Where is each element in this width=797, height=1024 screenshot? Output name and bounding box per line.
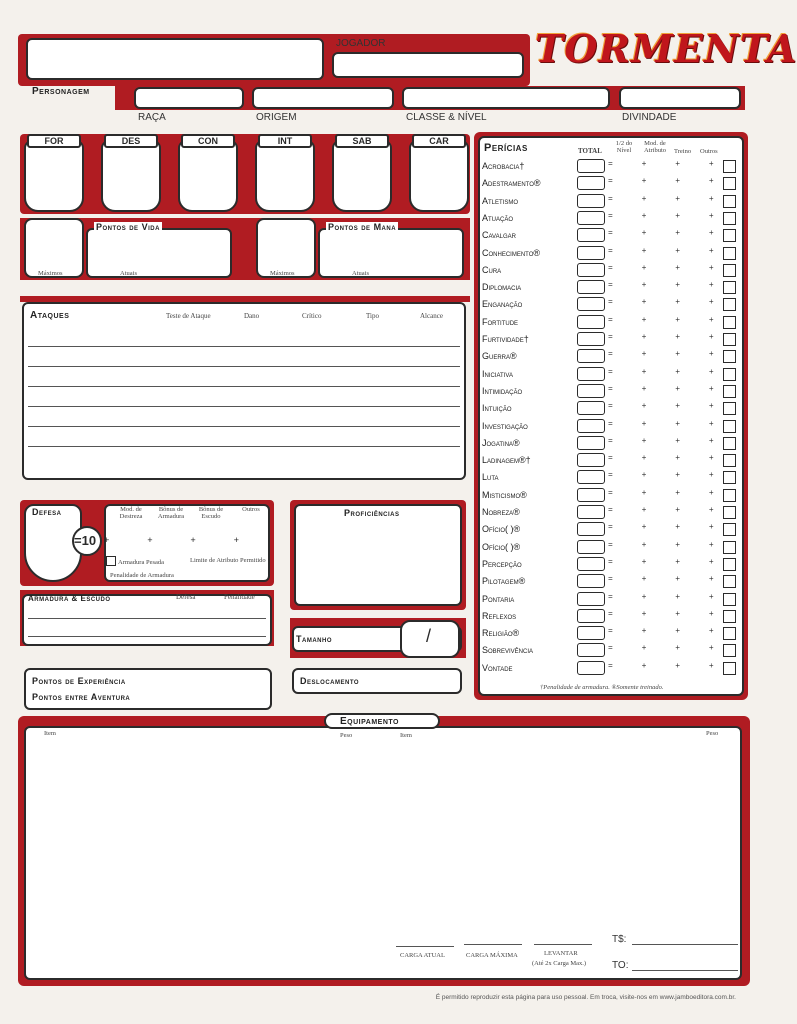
skill-trained-checkbox[interactable] [723, 523, 736, 536]
skill-total-field[interactable] [577, 609, 605, 623]
ataques-row-line[interactable] [28, 346, 460, 347]
skill-trained-checkbox[interactable] [723, 662, 736, 675]
skill-trained-checkbox[interactable] [723, 350, 736, 363]
attr-box-2[interactable] [178, 140, 238, 212]
vida-cur-field[interactable] [86, 228, 232, 278]
pericias-col-mod: Mod. de Atributo [643, 140, 667, 154]
divindade-label: DIVINDADE [622, 112, 677, 123]
skill-row [482, 625, 740, 642]
skill-row [482, 660, 740, 677]
skill-ops: = + + + [608, 333, 714, 342]
skill-ops: = + + + [608, 419, 714, 429]
skill-ops: = + + + [608, 540, 714, 550]
skill-total-field[interactable] [577, 159, 605, 173]
skill-name: Furtividade† [482, 334, 529, 344]
ts-line [632, 944, 738, 945]
experiencia-box[interactable] [24, 668, 272, 710]
skill-name: Luta [482, 472, 499, 483]
jogador-field[interactable] [332, 52, 524, 78]
skill-name: Cavalgar [482, 230, 516, 241]
skill-ops: = + + + [608, 229, 714, 239]
skill-total-field[interactable] [577, 194, 605, 208]
skill-name: Atletismo [482, 195, 519, 206]
skill-total-field[interactable] [577, 522, 605, 536]
pericias-col-nivel: 1/2 do Nível [615, 140, 633, 154]
skill-trained-checkbox[interactable] [723, 437, 736, 450]
ts-label: T$: [612, 934, 627, 945]
classe-label: CLASSE & NÍVEL [406, 112, 487, 123]
skill-name: Adestramento® [482, 178, 541, 189]
skill-trained-checkbox[interactable] [723, 420, 736, 433]
skill-row [482, 279, 740, 296]
skill-name: Pilotagem® [482, 576, 526, 587]
skill-name: Conhecimento® [482, 247, 541, 258]
skill-trained-checkbox[interactable] [723, 316, 736, 329]
to-line [632, 970, 738, 971]
skill-row [482, 504, 740, 521]
skill-trained-checkbox[interactable] [723, 247, 736, 260]
skill-total-field[interactable] [577, 349, 605, 363]
attr-box-4[interactable] [332, 140, 392, 212]
skill-trained-checkbox[interactable] [723, 489, 736, 502]
skill-row [482, 573, 740, 590]
carga-max-line [464, 944, 522, 945]
skill-trained-checkbox[interactable] [723, 195, 736, 208]
equip-item2: Item [400, 732, 412, 739]
ataques-col-3: Tipo [366, 312, 379, 320]
equipamento-title: Equipamento [340, 716, 399, 727]
defesa-base: =10 [74, 533, 97, 548]
jogador-label: JOGADOR [336, 38, 386, 49]
skill-row [482, 556, 740, 573]
skill-name: Fortitude [482, 316, 519, 327]
skill-trained-checkbox[interactable] [723, 212, 736, 225]
attributes-red-band [20, 134, 470, 214]
skill-row [482, 608, 740, 625]
attr-label-0: FOR [27, 134, 81, 148]
skill-total-field[interactable] [577, 453, 605, 467]
attr-label-2: CON [181, 134, 235, 148]
skill-name: Vontade [482, 662, 513, 673]
mana-cur-label: Atuais [352, 270, 369, 277]
levantar-label: LEVANTAR [544, 950, 578, 957]
skill-ops: = + + + [608, 661, 714, 671]
skill-row [482, 487, 740, 504]
pericias-footnote: †Penalidade de armadura. ®Somente treinado. [540, 684, 664, 691]
skill-total-field[interactable] [577, 211, 605, 225]
ataques-row-line[interactable] [28, 366, 460, 367]
skill-name: Guerra® [482, 351, 517, 362]
tormenta-logo: TORMENTA [535, 26, 797, 71]
skill-name: Intimidação [482, 385, 523, 396]
attr-box-5[interactable] [409, 140, 469, 212]
ataques-row-line[interactable] [28, 446, 460, 447]
skill-name: Acrobacia† [482, 161, 525, 171]
origem-label: ORIGEM [256, 112, 297, 123]
skill-total-field[interactable] [577, 505, 605, 519]
skill-row [482, 296, 740, 313]
skill-trained-checkbox[interactable] [723, 333, 736, 346]
skill-trained-checkbox[interactable] [723, 575, 736, 588]
skill-ops: = + + + [608, 644, 714, 654]
ataques-col-0: Teste de Ataque [166, 312, 211, 320]
defesa-col-1: Bônus de Armadura [157, 506, 185, 520]
vida-max-label: Máximos [38, 270, 63, 277]
attr-label-5: CAR [412, 134, 466, 148]
skill-ops: = + + + [608, 506, 714, 515]
mana-max-field[interactable] [256, 218, 316, 278]
skill-ops: = + + + [608, 523, 714, 533]
ataques-row-line[interactable] [28, 386, 460, 387]
defesa-plus-row: + + + + [104, 536, 240, 546]
carga-atual-line [396, 946, 454, 947]
skill-trained-checkbox[interactable] [723, 454, 736, 467]
skill-total-field[interactable] [577, 419, 605, 433]
origem-field[interactable] [252, 87, 394, 109]
skill-trained-checkbox[interactable] [723, 298, 736, 311]
personagem-label: Personagem [32, 86, 90, 97]
ataques-col-1: Dano [244, 312, 260, 320]
skill-ops: = + + + [608, 609, 714, 619]
pericias-col-total: TOTAL [578, 147, 602, 155]
to-label: TO: [612, 960, 629, 971]
skill-trained-checkbox[interactable] [723, 229, 736, 242]
xp-label: Pontos de Experiência [32, 676, 126, 686]
skill-ops: = + + + [608, 367, 714, 377]
deslocamento-title: Deslocamento [300, 676, 360, 686]
equip-peso2: Peso [706, 730, 719, 737]
skill-row [482, 245, 740, 262]
ataques-col-2: Crítico [302, 312, 322, 320]
skill-ops: = + + + [608, 177, 714, 187]
skill-trained-checkbox[interactable] [723, 471, 736, 484]
proficiencias-title: Proficiências [344, 508, 400, 518]
limite-label: Limite de Atributo Permitido [190, 557, 266, 564]
skill-ops: = + + + [608, 246, 714, 256]
ataques-col-4: Alcance [420, 312, 443, 320]
penalidade-label: Penalidade de Armadura [110, 572, 174, 579]
skill-row [482, 642, 740, 659]
attr-label-4: SAB [335, 134, 389, 148]
attr-label-3: INT [258, 134, 312, 148]
skill-name: Intuição [482, 403, 512, 414]
carga-max-label: CARGA MÁXIMA [466, 952, 518, 959]
personagem-field[interactable] [26, 38, 324, 80]
defesa-col-3: Outros [242, 506, 260, 513]
skill-total-field[interactable] [577, 280, 605, 294]
vida-max-field[interactable] [24, 218, 84, 278]
skill-ops: = + + + [608, 298, 714, 308]
skill-trained-checkbox[interactable] [723, 558, 736, 571]
skill-total-field[interactable] [577, 228, 605, 242]
skill-total-field[interactable] [577, 367, 605, 381]
armadura-pesada-checkbox[interactable] [106, 556, 116, 566]
skill-row [482, 227, 740, 244]
skill-trained-checkbox[interactable] [723, 506, 736, 519]
skill-row [482, 383, 740, 400]
equipamento-box[interactable] [24, 726, 742, 980]
skill-trained-checkbox[interactable] [723, 385, 736, 398]
skill-row [482, 435, 740, 452]
skill-name: Religião® [482, 628, 520, 639]
proficiencias-box[interactable] [294, 504, 462, 606]
skill-name: Cura [482, 264, 502, 275]
levantar-line [534, 944, 592, 945]
skill-total-field[interactable] [577, 592, 605, 606]
skill-ops: = + + + [608, 350, 714, 360]
pericias-col-outros: Outros [700, 148, 718, 155]
skill-trained-checkbox[interactable] [723, 541, 736, 554]
skill-name: Iniciativa [482, 368, 513, 379]
skill-ops: = + + + [608, 384, 714, 394]
defesa-col-2: Bônus de Escudo [198, 506, 224, 520]
skill-trained-checkbox[interactable] [723, 627, 736, 640]
skill-ops: = + + + [608, 575, 714, 585]
skill-ops: = + + + [608, 557, 714, 567]
skill-ops: = + + + [608, 211, 714, 221]
equip-peso1: Peso [340, 732, 353, 739]
skill-total-field[interactable] [577, 332, 605, 346]
skill-name: Sobrevivência [482, 645, 534, 656]
raca-field[interactable] [134, 87, 244, 109]
skill-row [482, 400, 740, 417]
skill-trained-checkbox[interactable] [723, 593, 736, 606]
skill-ops: = + + + [608, 592, 714, 602]
ataques-title: Ataques [30, 310, 70, 321]
skill-row [482, 175, 740, 192]
footer-note: É permitido reproduzir esta página para uso pessoal. Em troca, visite-nos em www.jamboeditora.com.br. [435, 994, 736, 1001]
skill-name: Investigação [482, 420, 528, 431]
skill-row [482, 591, 740, 608]
skill-ops: = + + + [608, 402, 714, 412]
skill-row [482, 521, 740, 538]
skill-row [482, 193, 740, 210]
skill-total-field[interactable] [577, 384, 605, 398]
skill-total-field[interactable] [577, 626, 605, 640]
skill-ops: = + + + [608, 436, 714, 446]
skill-ops: = + + + [608, 471, 714, 481]
divindade-field[interactable] [619, 87, 741, 109]
skill-total-field[interactable] [577, 315, 605, 329]
attr-box-1[interactable] [101, 140, 161, 212]
pe-label: Pontos entre Aventura [32, 692, 131, 702]
armadura-title: Armadura & Escudo [28, 594, 111, 603]
pericias-col-treino: Treino [674, 148, 692, 155]
ataques-row-line[interactable] [28, 426, 460, 427]
skill-ops: = + + + [608, 281, 714, 291]
vida-title: Pontos de Vida [96, 222, 160, 232]
attr-label-1: DES [104, 134, 158, 148]
skill-name: Misticismo® [482, 489, 527, 500]
skill-name: Reflexos [482, 610, 517, 621]
carga-atual-label: CARGA ATUAL [400, 952, 445, 959]
attr-box-3[interactable] [255, 140, 315, 212]
skill-name: Ofício( )® [482, 524, 521, 535]
skill-ops: = + + + [608, 160, 714, 169]
pericias-title: Perícias [484, 142, 528, 154]
skill-trained-checkbox[interactable] [723, 610, 736, 623]
classe-field[interactable] [402, 87, 610, 109]
skill-row [482, 539, 740, 556]
armadura-line-2 [28, 636, 266, 637]
skill-ops: = + + + [608, 454, 714, 464]
skill-name: Enganação [482, 299, 523, 310]
skill-ops: = + + + [608, 627, 714, 637]
tamanho-slash: / [426, 626, 432, 646]
skill-row [482, 469, 740, 486]
skill-total-field[interactable] [577, 436, 605, 450]
skill-total-field[interactable] [577, 488, 605, 502]
skill-name: Atuação [482, 212, 514, 223]
skill-total-field[interactable] [577, 540, 605, 554]
skill-name: Jogatina® [482, 437, 520, 448]
skill-ops: = + + + [608, 263, 714, 273]
skill-total-field[interactable] [577, 643, 605, 657]
skill-ops: = + + + [608, 315, 714, 325]
skill-trained-checkbox[interactable] [723, 644, 736, 657]
skill-ops: = + + + [608, 488, 714, 498]
vida-cur-label: Atuais [120, 270, 137, 277]
skill-row [482, 348, 740, 365]
skill-total-field[interactable] [577, 297, 605, 311]
mana-cur-field[interactable] [318, 228, 464, 278]
skill-total-field[interactable] [577, 401, 605, 415]
raca-label: RAÇA [138, 112, 166, 123]
defesa-col-0: Mod. de Destreza [119, 506, 143, 520]
skill-name: Ladinagem®† [482, 455, 531, 466]
skill-total-field[interactable] [577, 574, 605, 588]
skill-row [482, 314, 740, 331]
skill-name: Nobreza® [482, 507, 520, 517]
skill-name: Ofício( )® [482, 541, 521, 552]
skill-name: Pontaria [482, 593, 515, 604]
skill-total-field[interactable] [577, 557, 605, 571]
skill-total-field[interactable] [577, 470, 605, 484]
skill-total-field[interactable] [577, 661, 605, 675]
skill-name: Percepção [482, 558, 522, 569]
skill-row [482, 418, 740, 435]
skill-trained-checkbox[interactable] [723, 368, 736, 381]
skill-total-field[interactable] [577, 176, 605, 190]
equip-item1: Item [44, 730, 56, 737]
armadura-penalidade-label: Penalidade [224, 593, 255, 601]
armadura-defesa-label: Defesa [176, 593, 196, 601]
armadura-pesada-label: Armadura Pesada [118, 559, 165, 566]
skill-row [482, 210, 740, 227]
skill-row [482, 366, 740, 383]
skill-total-field[interactable] [577, 263, 605, 277]
skill-trained-checkbox[interactable] [723, 264, 736, 277]
skill-trained-checkbox[interactable] [723, 177, 736, 190]
attr-box-0[interactable] [24, 140, 84, 212]
mana-title: Pontos de Mana [328, 222, 397, 232]
ataques-row-line[interactable] [28, 406, 460, 407]
skill-row [482, 331, 740, 348]
skill-trained-checkbox[interactable] [723, 281, 736, 294]
skill-total-field[interactable] [577, 246, 605, 260]
skill-trained-checkbox[interactable] [723, 402, 736, 415]
skill-ops: = + + + [608, 194, 714, 204]
levantar-sub-label: (Até 2x Carga Max.) [532, 960, 587, 967]
mana-max-label: Máximos [270, 270, 295, 277]
tamanho-title: Tamanho [296, 634, 332, 644]
defesa-title: Defesa [32, 507, 62, 517]
skill-row [482, 158, 740, 175]
skill-name: Diplomacia [482, 282, 522, 293]
armadura-line-1 [28, 618, 266, 619]
skill-row [482, 452, 740, 469]
ataques-box [22, 302, 466, 480]
skill-row [482, 262, 740, 279]
skill-trained-checkbox[interactable] [723, 160, 736, 173]
